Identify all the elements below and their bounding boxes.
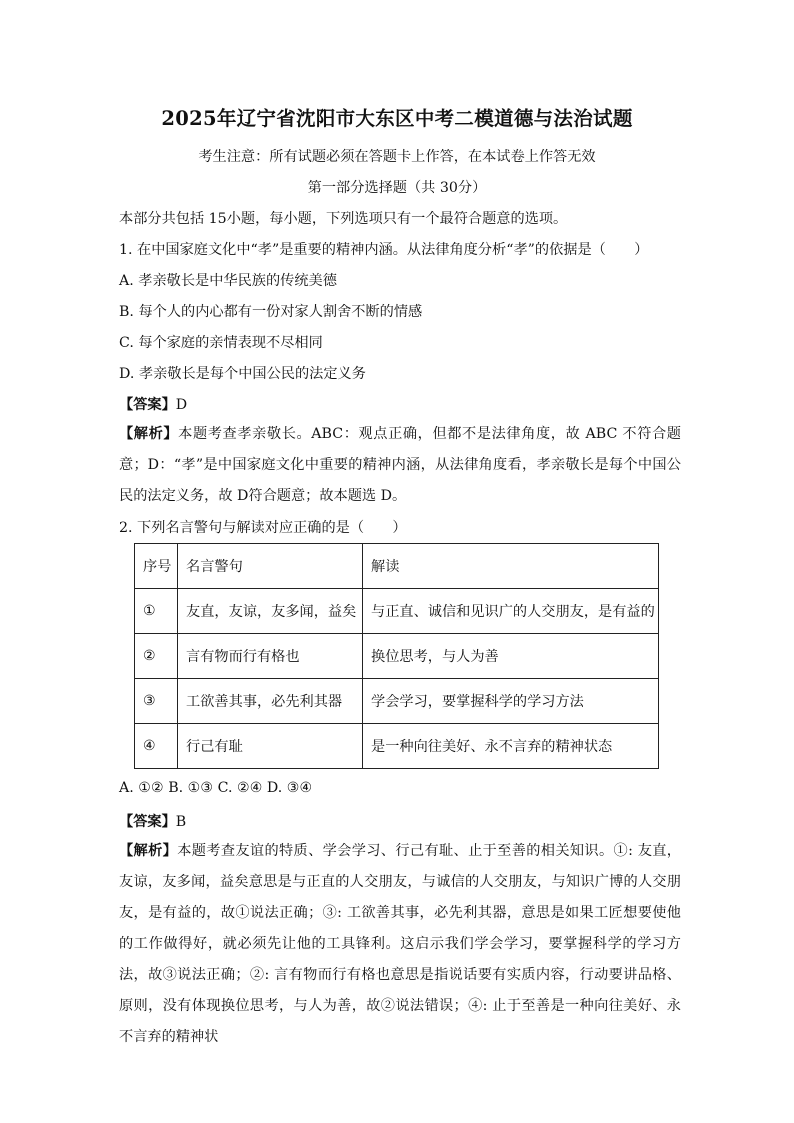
- exam-notice: 考生注意：所有试题必须在答题卡上作答，在本试卷上作答无效: [198, 149, 596, 165]
- analysis-text: 本题考查孝亲敬长。ABC：观点正确，但都不是法律角度，故 ABC 不符合题意；D：“孝”是中国家庭文化中重要的精神内涵，从法律角度看，孝亲敬长是每个中国公民的法定义务，故 D符合题意；故本题选 D。: [119, 426, 681, 504]
- question-2-stem: 2. 下列名言警句与解读对应正确的是（ ）: [119, 520, 407, 536]
- table-row: [135, 589, 659, 634]
- question-1-stem: 1. 在中国家庭文化中“孝”是重要的精神内涵。从法律角度分析“孝”的依据是（ ）: [119, 242, 649, 258]
- answer-value: D: [175, 397, 188, 413]
- answer-value: B: [175, 814, 187, 830]
- question-2-analysis: [119, 836, 681, 1053]
- quotes-table: [134, 543, 659, 769]
- table-header-cell: 名言警句: [178, 544, 363, 589]
- table-header-row: [135, 544, 659, 589]
- answer-label: 【答案】: [119, 814, 176, 830]
- table-cell: 友直，友谅，友多闻，益矣: [178, 589, 363, 634]
- section-intro: 本部分共包括 15小题，每小题，下列选项只有一个最符合题意的选项。: [119, 211, 568, 227]
- table-row: [135, 724, 659, 769]
- analysis-label: 【解析】: [119, 426, 179, 442]
- table-row: [135, 679, 659, 724]
- answer-label: 【答案】: [119, 397, 176, 413]
- exam-title: 2025年辽宁省沈阳市大东区中考二模道德与法治试题: [161, 107, 633, 130]
- question-2-options: A. ①② B. ①③ C. ②④ D. ③④: [119, 780, 313, 796]
- analysis-label: 【解析】: [119, 843, 178, 859]
- table-cell: 工欲善其事，必先利其器: [178, 679, 363, 724]
- table-cell: ④: [135, 724, 178, 769]
- question-1-answer: [119, 394, 187, 414]
- table-cell: 行己有耻: [178, 724, 363, 769]
- table-cell: ③: [135, 679, 178, 724]
- question-1-option-c: C. 每个家庭的亲情表现不尽相同: [119, 335, 323, 351]
- table-cell: 与正直、诚信和见识广的人交朋友，是有益的: [363, 589, 659, 634]
- table-header-cell: 解读: [363, 544, 659, 589]
- analysis-text: 本题考查友谊的特质、学会学习、行己有耻、止于至善的相关知识。①: 友直，友谅，友多闻，益矣意思是与正直的人交朋友，与诚信的人交朋友，与知识广博的人交朋友，是有益的，故①说法正确；③: 工欲善其事，必先利其器，意思是如果工匠想要使他的工作做得好，就必须先让他的工具锋利。这启示我们学会学习，要掌握科学的学习方法，故③说法正确；②: 言有物而行有格也意思是指说话要有实质内容，行动要讲品格、原则，没有体现换位思考，与人为善，故②说法错误；④: 止于至善是一种向往美好、永不言弃的精神状: [119, 843, 681, 1045]
- table-cell: 是一种向往美好、永不言弃的精神状态: [363, 724, 659, 769]
- table-cell: 言有物而行有格也: [178, 634, 363, 679]
- section-heading: 第一部分选择题（共 30分）: [307, 180, 487, 196]
- table-cell: 学会学习，要掌握科学的学习方法: [363, 679, 659, 724]
- question-2-answer: [119, 811, 186, 831]
- question-1-analysis: [119, 419, 681, 512]
- table-cell: ①: [135, 589, 178, 634]
- question-1-option-d: D. 孝亲敬长是每个中国公民的法定义务: [119, 366, 366, 382]
- table-cell: 换位思考，与人为善: [363, 634, 659, 679]
- question-1-option-a: A. 孝亲敬长是中华民族的传统美德: [119, 273, 337, 289]
- table-header-cell: 序号: [135, 544, 178, 589]
- question-1-option-b: B. 每个人的内心都有一份对家人割舍不断的情感: [119, 304, 423, 320]
- table-cell: ②: [135, 634, 178, 679]
- table-row: [135, 634, 659, 679]
